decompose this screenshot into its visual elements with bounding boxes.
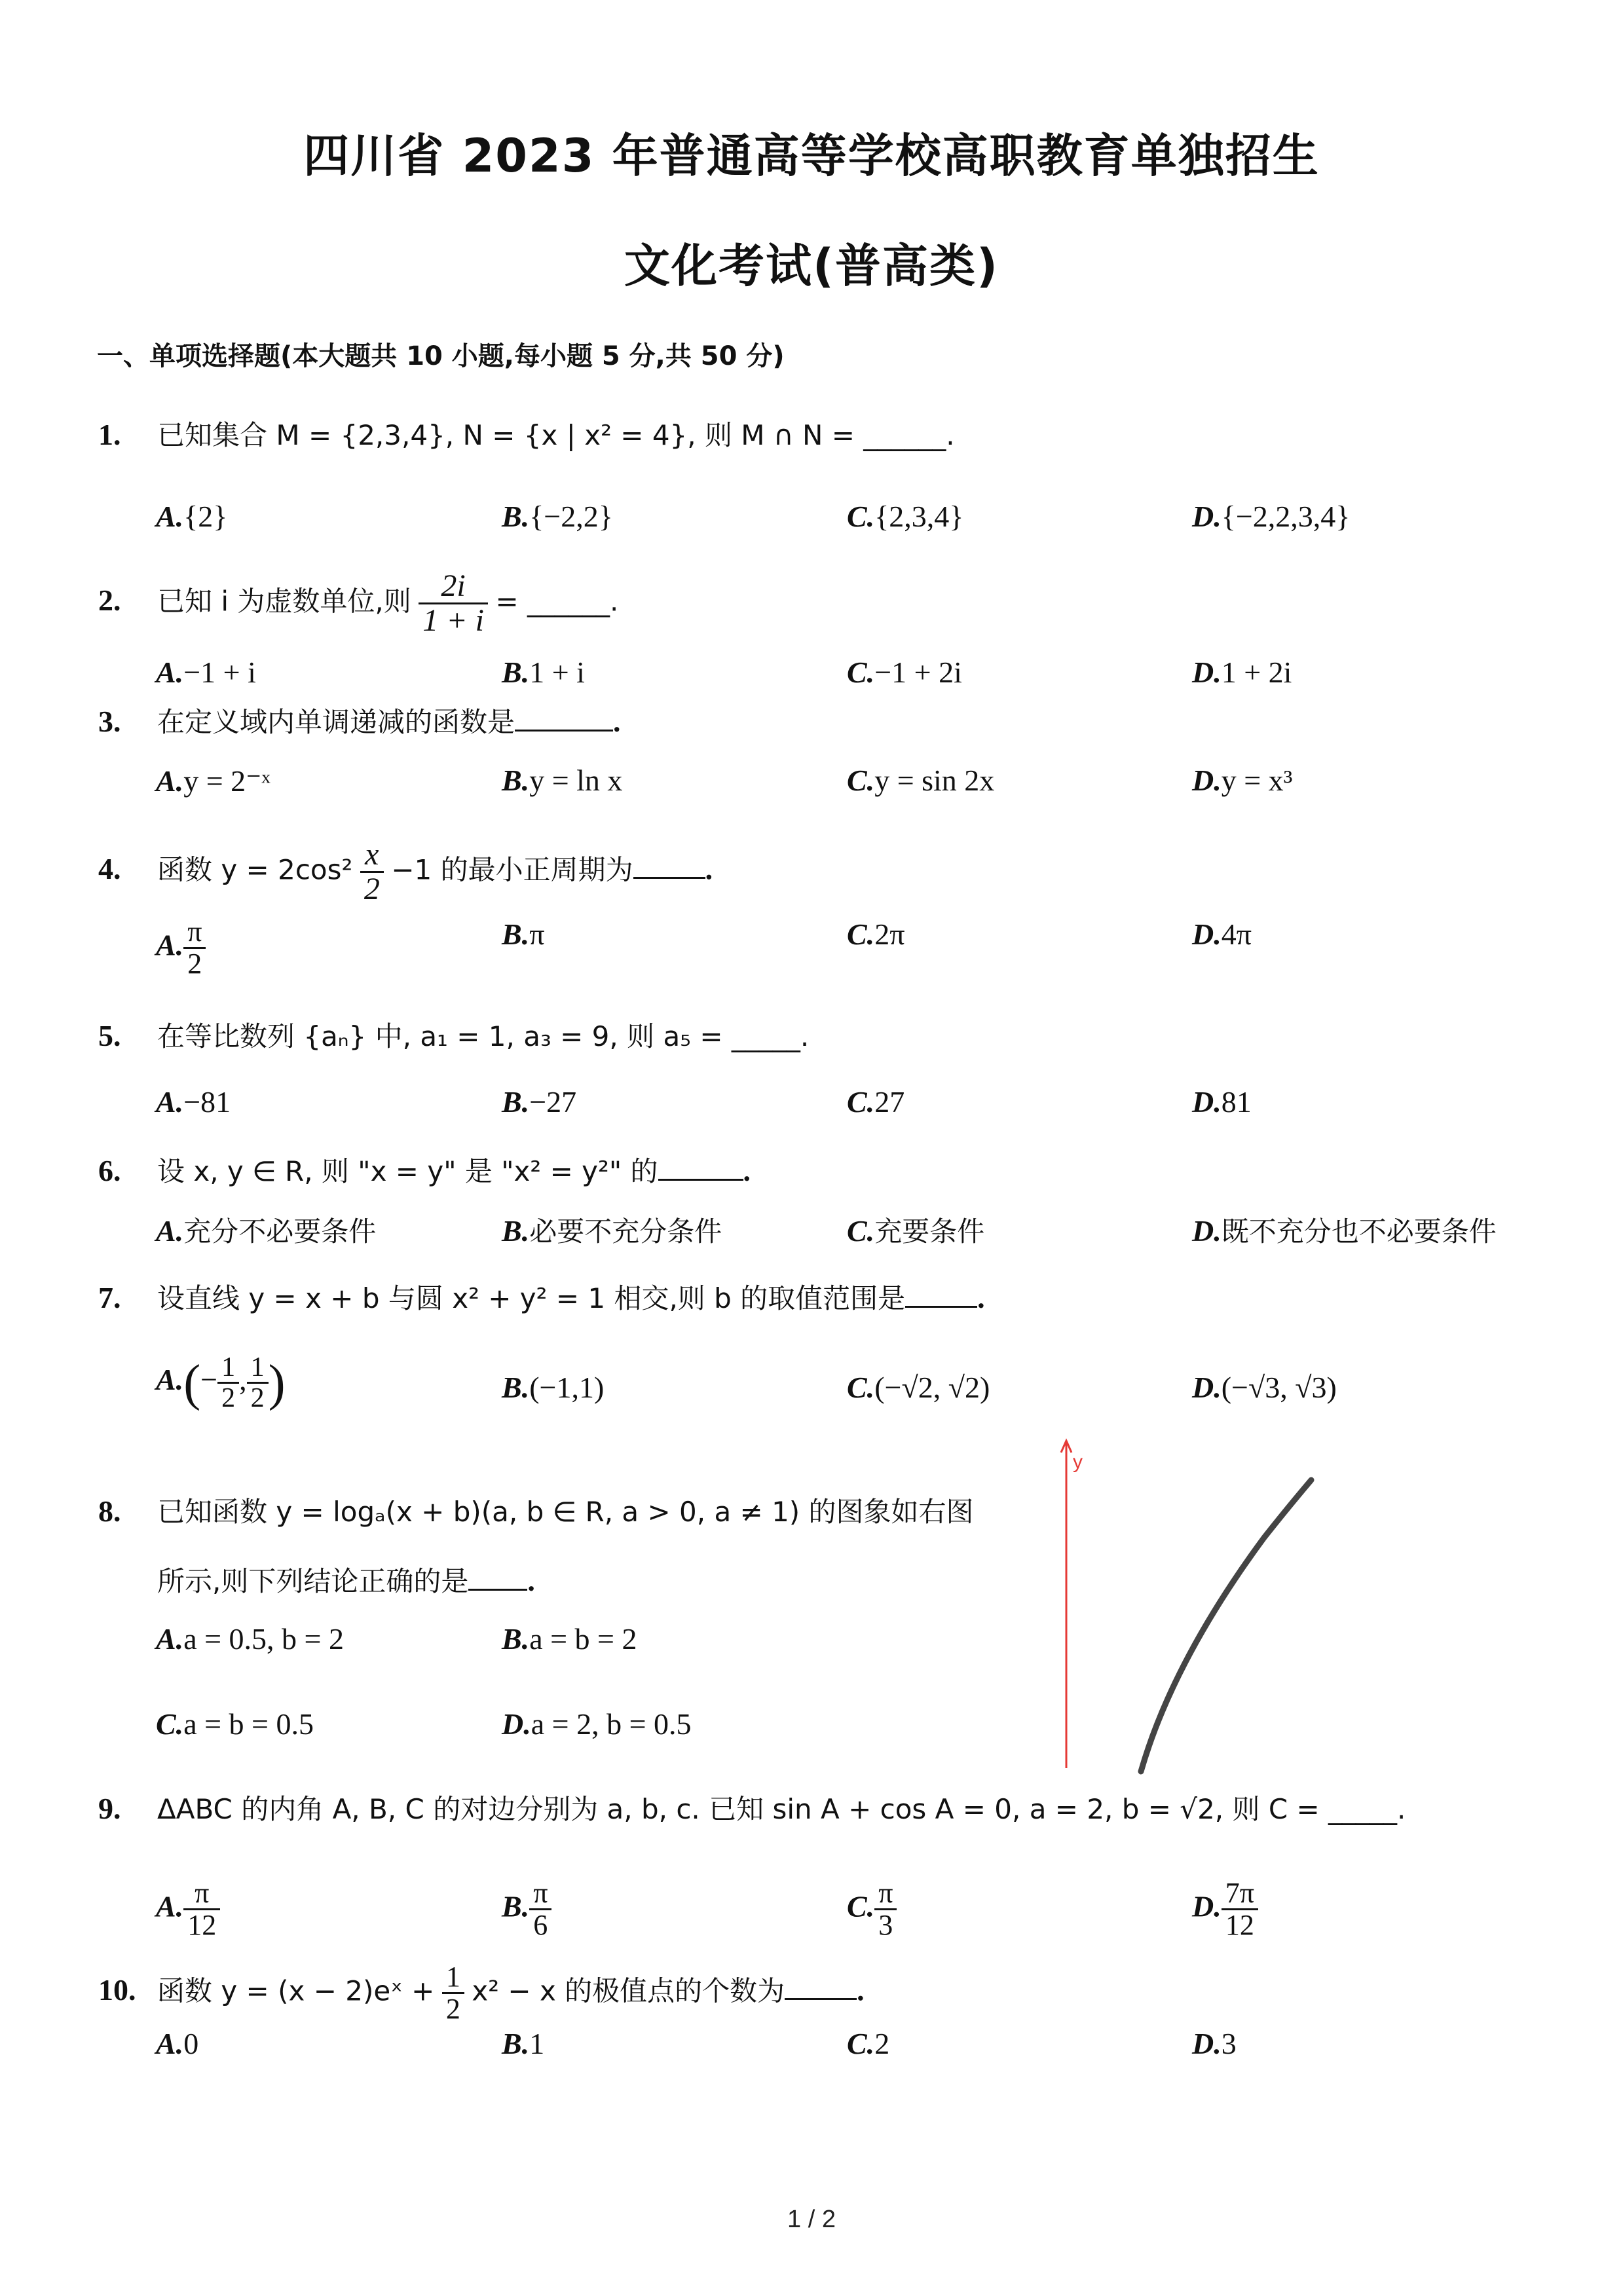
question-number: 1. <box>98 418 121 451</box>
answer-blank <box>785 1968 857 2000</box>
question-text: 设 x, y ∈ R, 则 "x = y" 是 "x² = y²" 的 <box>157 1155 658 1187</box>
option-c[interactable]: C.−1 + 2i <box>847 656 962 689</box>
option-d[interactable]: D.a = 2, b = 0.5 <box>502 1707 692 1741</box>
option-b[interactable]: B.必要不充分条件 <box>502 1214 722 1248</box>
question-number: 7. <box>98 1281 121 1314</box>
page-title: 四川省 2023 年普通高等学校高职教育单独招生 <box>303 129 1320 183</box>
question-text: 已知 i 为虚数单位,则 <box>157 585 411 618</box>
option-c[interactable]: C.(−√2, √2) <box>847 1371 990 1404</box>
question-5 <box>98 1016 809 1056</box>
question-text: 已知函数 y = logₐ(x + b)(a, b ∈ R, a > 0, a ≠ 1) 的图象如右图 <box>157 1496 974 1528</box>
option-a[interactable]: A.a = 0.5, b = 2 <box>156 1622 344 1656</box>
option-a[interactable]: A.y = 2⁻ˣ <box>156 764 270 798</box>
option-a[interactable]: A.0 <box>156 2027 199 2060</box>
option-b[interactable]: B. $\frac{\pi}{6}$ <box>502 1878 551 1940</box>
option-b[interactable]: B.π <box>502 917 545 951</box>
fraction: $\frac{2i}{1 + i}$ <box>419 570 488 638</box>
option-c[interactable]: C.充要条件 <box>847 1214 985 1248</box>
question-number: 10. <box>98 1973 136 2007</box>
fraction: $\frac{1}{2}$ <box>442 1962 464 2024</box>
page-subtitle: 文化考试(普高类) <box>624 239 999 293</box>
option-a[interactable]: A.{2} <box>156 500 228 533</box>
option-a[interactable]: A.−1 + i <box>156 656 256 689</box>
option-d[interactable]: D.81 <box>1192 1085 1252 1119</box>
option-d[interactable]: D.4π <box>1192 917 1252 951</box>
option-d[interactable]: D.(−√3, √3) <box>1192 1371 1337 1404</box>
question-text: ΔABC 的内角 A, B, C 的对边分别为 a, b, c. 已知 sin A + cos A = 0, a = 2, b = √2, 则 C = _____. <box>157 1793 1406 1825</box>
option-b[interactable]: B.1 <box>502 2027 545 2060</box>
log-curve <box>1141 1480 1311 1771</box>
option-b[interactable]: B.−27 <box>502 1085 577 1119</box>
options-4 <box>156 916 1564 980</box>
question-6: 6. 设 x, y ∈ R, 则 "x = y" 是 "x² = y²" 的 . <box>98 1149 751 1191</box>
option-b[interactable]: B.y = ln x <box>502 764 623 797</box>
question-number: 8. <box>98 1494 121 1528</box>
option-c[interactable]: C.{2,3,4} <box>847 500 964 533</box>
option-c[interactable]: C.2π <box>847 917 905 951</box>
option-c[interactable]: C.2 <box>847 2027 890 2060</box>
option-d[interactable]: D.1 + 2i <box>1192 656 1292 689</box>
options-5 <box>156 1084 1564 1137</box>
option-c[interactable]: C. $\frac{\pi}{3}$ <box>847 1878 897 1940</box>
question-text-post: x² − x 的极值点的个数为 <box>472 1974 785 2007</box>
option-d[interactable]: D.{−2,2,3,4} <box>1192 500 1351 533</box>
options-10 <box>156 2026 1564 2079</box>
options-8-row2 <box>156 1707 811 1759</box>
question-text-post: −1 的最小正周期为 <box>391 853 633 886</box>
option-a[interactable]: A.−81 <box>156 1085 231 1119</box>
section-heading: 一、单项选择题(本大题共 10 小题,每小题 5 分,共 50 分) <box>97 341 785 371</box>
option-d[interactable]: D.既不充分也不必要条件 <box>1192 1214 1497 1248</box>
question-text: 在定义域内单调递减的函数是 <box>157 706 515 738</box>
option-b[interactable]: B.a = b = 2 <box>502 1622 637 1656</box>
options-7 <box>156 1352 1564 1422</box>
fraction: $\frac{x}{2}$ <box>360 838 384 906</box>
option-b[interactable]: B.{−2,2} <box>502 500 613 533</box>
question-9 <box>98 1789 1406 1829</box>
question-1 <box>98 415 955 455</box>
page-number: 1 / 2 <box>787 2206 836 2233</box>
question-8-line2: 所示,则下列结论正确的是 . <box>157 1559 535 1601</box>
question-text-post: = ______. <box>495 585 619 618</box>
option-a[interactable]: A.充分不必要条件 <box>156 1214 377 1248</box>
option-d[interactable]: D.y = x³ <box>1192 764 1293 797</box>
options-3 <box>156 763 1564 815</box>
question-number: 6. <box>98 1154 121 1187</box>
question-text: 设直线 y = x + b 与圆 x² + y² = 1 相交,则 b 的取值范围是 <box>157 1282 906 1314</box>
question-text: 在等比数列 {aₙ} 中, a₁ = 1, a₃ = 9, 则 a₅ = _____. <box>157 1020 810 1052</box>
question-3: 3. 在定义域内单调递减的函数是 . <box>98 699 621 742</box>
answer-blank <box>658 1149 743 1181</box>
question-4: 4. 函数 y = 2cos² $\frac{x}{2}$ −1 的最小正周期为 . <box>98 837 713 907</box>
option-a[interactable]: A. $\frac{\pi}{2}$ <box>156 917 206 979</box>
y-axis-label: y <box>1073 1451 1083 1473</box>
option-c[interactable]: C.27 <box>847 1085 905 1119</box>
answer-blank <box>633 847 705 879</box>
question-8 <box>98 1492 974 1532</box>
option-b[interactable]: B.1 + i <box>502 656 585 689</box>
question-2 <box>98 570 618 638</box>
option-d[interactable]: D.3 <box>1192 2027 1237 2060</box>
options-1 <box>156 499 1564 551</box>
options-8-row1 <box>156 1621 811 1674</box>
options-9 <box>156 1877 1564 1942</box>
option-a[interactable]: A.(− $\frac{1}{2}$ , $\frac{1}{2}$ ) <box>156 1352 286 1414</box>
option-b[interactable]: B.(−1,1) <box>502 1371 605 1404</box>
answer-blank <box>468 1559 527 1591</box>
question-text: 函数 y = 2cos² <box>157 853 353 886</box>
question-text: 所示,则下列结论正确的是 <box>157 1565 469 1597</box>
question-10: 10. 函数 y = (x − 2)eˣ + $\frac{1}{2}$ x² − x 的极值点的个数为 . <box>98 1961 865 2026</box>
option-a[interactable]: A. $\frac{\pi}{12}$ <box>156 1878 220 1940</box>
question-number: 5. <box>98 1019 121 1052</box>
question-number: 3. <box>98 705 121 738</box>
question-number: 2. <box>98 583 121 618</box>
function-graph <box>1022 1421 1389 1788</box>
answer-blank <box>515 699 613 731</box>
question-text: 已知集合 M = {2,3,4}, N = {x | x² = 4}, 则 M ∩ N = ______. <box>157 419 955 451</box>
question-number: 9. <box>98 1792 121 1825</box>
option-c[interactable]: C.y = sin 2x <box>847 764 995 797</box>
question-7: 7. 设直线 y = x + b 与圆 x² + y² = 1 相交,则 b 的取值范围是 . <box>98 1276 985 1318</box>
question-number: 4. <box>98 852 121 886</box>
option-d[interactable]: D. $\frac{7\pi}{12}$ <box>1192 1878 1258 1940</box>
answer-blank <box>905 1276 977 1308</box>
options-6 <box>156 1210 1564 1263</box>
option-c[interactable]: C.a = b = 0.5 <box>156 1707 314 1741</box>
question-text: 函数 y = (x − 2)eˣ + <box>157 1974 435 2007</box>
